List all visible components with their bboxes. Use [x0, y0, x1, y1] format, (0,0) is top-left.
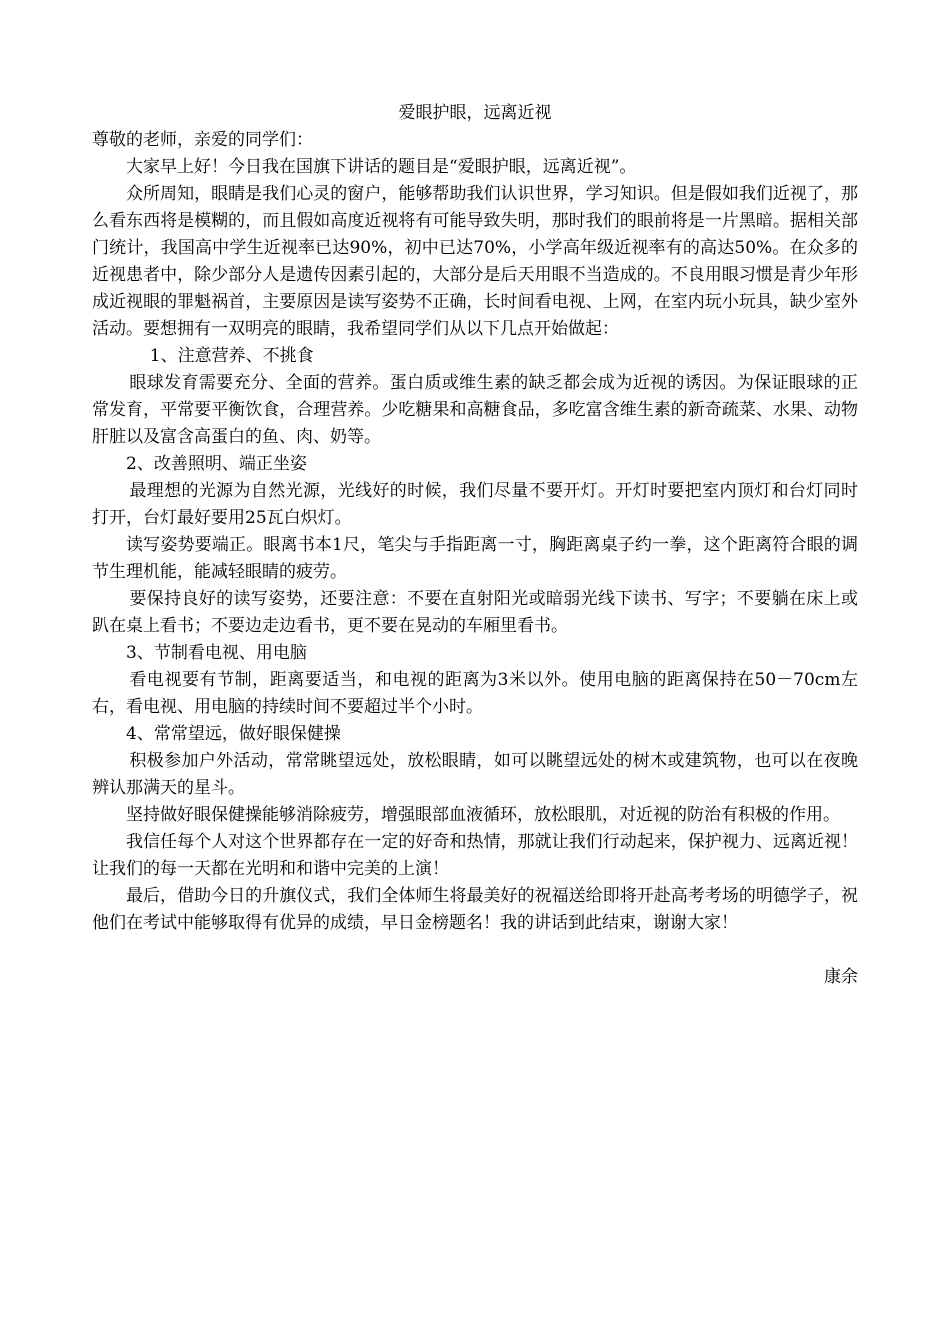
paragraph-nutrition: 眼球发育需要充分、全面的营养。蛋白质或维生素的缺乏都会成为近视的诱因。为保证眼球的正常发育，平常要平衡饮食，合理营养。少吃糖果和高糖食品，多吃富含维生素的新奇疏菜、水果、动物肝脏以及富含高蛋白的鱼、肉、奶等。: [92, 373, 858, 447]
document-title: 爱眼护眼，远离近视: [398, 103, 552, 123]
document-page: [92, 100, 858, 991]
paragraph-posture: 读写姿势要端正。眼离书本1尺，笔尖与手指距离一寸，胸距离桌子约一拳，这个距离符合眼的调节生理机能，能减轻眼睛的疲劳。: [92, 535, 858, 582]
salutation: 尊敬的老师，亲爱的同学们：: [92, 130, 313, 150]
heading-eye-exercise: 4、常常望远，做好眼保健操: [126, 724, 341, 744]
paragraph-call-to-action: 我信任每个人对这个世界都存在一定的好奇和热情，那就让我们行动起来，保护视力、远离近视！让我们的每一天都在光明和和谐中完美的上演！: [92, 832, 858, 879]
paragraph-posture-notes: 要保持良好的读写姿势，还要注意：不要在直射阳光或暗弱光线下读书、写字；不要躺在床上或趴在桌上看书；不要边走边看书，更不要在晃动的车厢里看书。: [92, 589, 858, 636]
heading-lighting: 2、改善照明、端正坐姿: [126, 454, 307, 474]
paragraph-greeting: 大家早上好！今日我在国旗下讲话的题目是“爱眼护眼，远离近视”。: [126, 157, 637, 177]
paragraph-intro: 众所周知，眼睛是我们心灵的窗户，能够帮助我们认识世界，学习知识。但是假如我们近视了，那么看东西将是模糊的，而且假如高度近视将有可能导致失明，那时我们的眼前将是一片黑暗。据相关部门统计，我国高中学生近视率已达90%，初中已达70%，小学高年级近视率有的高达50%。在众多的近视患者中，除少部分人是遗传因素引起的，大部分是后天用眼不当造成的。不良用眼习惯是青少年形成近视眼的罪魁祸首，主要原因是读写姿势不正确，长时间看电视、上网，在室内玩小玩具，缺少室外活动。要想拥有一双明亮的眼睛，我希望同学们从以下几点开始做起：: [92, 184, 858, 339]
heading-screen-time: 3、节制看电视、用电脑: [126, 643, 307, 663]
paragraph-eye-exercise: 坚持做好眼保健操能够消除疲劳，增强眼部血液循环，放松眼肌，对近视的防治有积极的作用。: [126, 805, 840, 825]
paragraph-screen-time: 看电视要有节制，距离要适当，和电视的距离为3米以外。使用电脑的距离保持在50－70cm左右，看电视、用电脑的持续时间不要超过半个小时。: [92, 670, 858, 717]
heading-nutrition: 1、注意营养、不挑食: [149, 346, 314, 366]
paragraph-outdoor: 积极参加户外活动，常常眺望远处，放松眼睛，如可以眺望远处的树木或建筑物，也可以在夜晚辨认那满天的星斗。: [92, 751, 858, 798]
paragraph-lighting: 最理想的光源为自然光源，光线好的时候，我们尽量不要开灯。开灯时要把室内顶灯和台灯同时打开，台灯最好要用25瓦白炽灯。: [92, 481, 858, 528]
paragraph-closing: 最后，借助今日的升旗仪式，我们全体师生将最美好的祝福送给即将开赴高考考场的明德学子，祝他们在考试中能够取得有优异的成绩，早日金榜题名！我的讲话到此结束，谢谢大家！: [92, 886, 858, 933]
signature: 康余: [824, 967, 858, 987]
